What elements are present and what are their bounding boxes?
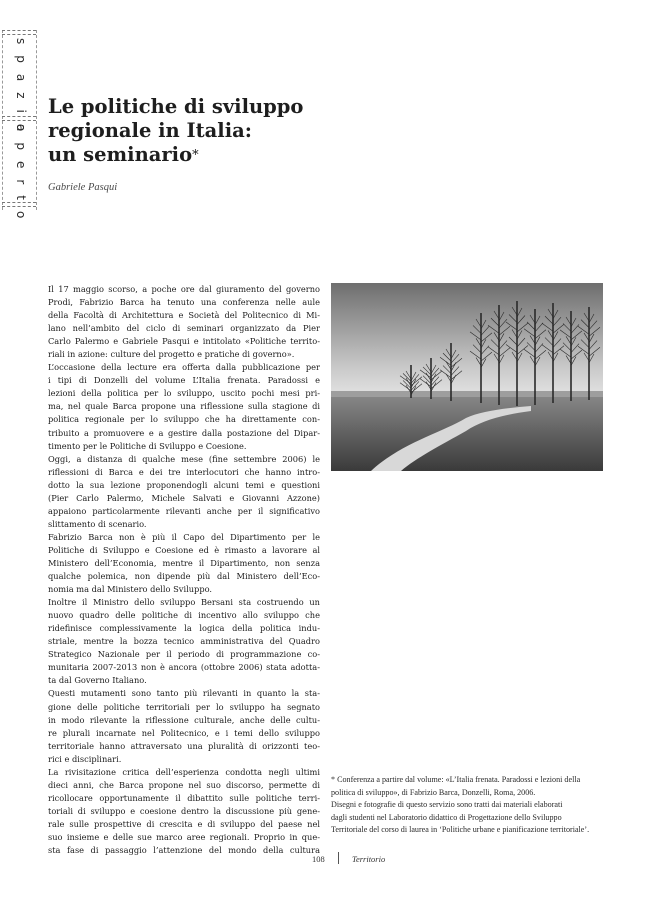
body-line: politica regionale per lo sviluppo che ha direttamente con- — [48, 414, 320, 425]
body-line: Carlo Palermo e Gabriele Pasqui e intitolato «Politiche territo- — [48, 336, 320, 347]
body-line: territoriale hanno attraversato una pluralità di orizzonti teo- — [48, 740, 320, 751]
body-line: Oggi, a distanza di qualche mese (fine settembre 2006) le — [48, 453, 320, 464]
body-line: munitaria 2007-2013 non è ancora (ottobre 2006) stata adotta- — [48, 662, 320, 673]
journal-name: Territorio — [352, 854, 386, 864]
body-line: L’occasione della lecture era offerta dalla pubblicazione per — [48, 362, 320, 373]
footnote-line: Disegni e fotografie di questo servizio sono tratti dai materiali elaborati — [331, 800, 563, 809]
article-title — [48, 95, 388, 168]
body-line: in modo rilevante la riflessione culturale, anche delle cultu- — [48, 714, 320, 725]
article-body — [48, 283, 320, 857]
body-line: rale sulle prospettive di crescita e di sviluppo del paese nel — [48, 818, 320, 829]
title-line: un seminario — [48, 143, 193, 166]
body-line: re plurali incarnate nel Politecnico, e i temi dello sviluppo — [48, 727, 320, 738]
body-line: ma, nel quale Barca propone una riflessione sulla stagione di — [48, 401, 320, 412]
body-line: qualche polemica, non dipende più dal Ministero dell’Eco- — [48, 571, 320, 582]
footnote — [331, 774, 611, 837]
title-line: Le politiche di sviluppo — [48, 95, 304, 118]
body-line: Politiche di Sviluppo e Coesione ed è rimasto a lavorare al — [48, 544, 320, 555]
body-line: Il 17 maggio scorso, a poche ore dal giuramento del governo — [48, 284, 320, 294]
title-line: regionale in Italia: — [48, 119, 252, 142]
body-line: toriali di sviluppo e coesione dentro la discussione più gene- — [48, 805, 320, 816]
body-line: lezioni della politica per lo sviluppo, uscito pochi mesi pri- — [48, 388, 320, 399]
body-line: dotto la sua lezione proponendogli alcuni temi e questioni — [48, 479, 320, 490]
body-line: sta fase di passaggio l’attenzione del mondo della cultura — [48, 845, 320, 856]
footnote-line: politica di sviluppo», di Fabrizio Barca, Donzelli, Roma, 2006. — [331, 787, 536, 797]
body-line: nomia ma dal Ministero dello Sviluppo. — [48, 584, 213, 595]
section-tab-word-2: aperto — [14, 124, 28, 230]
body-line: Fabrizio Barca non è più il Capo del Dipartimento per le — [48, 531, 320, 542]
section-tab-word-1: spazio — [14, 38, 28, 143]
body-line: dieci anni, che Barca propone nel suo discorso, permette di — [48, 779, 320, 790]
body-line: ta dal Governo Italiano. — [48, 675, 147, 686]
body-line: rici e disciplinari. — [48, 753, 122, 764]
body-line: La rivisitazione critica dell’esperienza condotta negli ultimi — [48, 766, 320, 777]
body-line: tribuito a promuovere e a gestire dalla postazione del Dipar- — [48, 427, 320, 438]
body-line: riflessioni di Barca e dei tre interlocutori che hanno intro- — [48, 466, 320, 477]
body-line: lano nell’ambito del ciclo di seminari organizzato da Pier — [48, 323, 320, 334]
body-line: (Pier Carlo Palermo, Michele Salvati e Giovanni Azzone) — [48, 492, 320, 503]
body-line: ridefinisce complessivamente la logica della politica indu- — [48, 623, 320, 634]
footnote-line: Territoriale del corso di laurea in ‘Politiche urbane e pianificazione territoriale’. — [331, 825, 590, 834]
footnote-line: dagli studenti nel Laboratorio didattico di Progettazione dello Sviluppo — [331, 812, 562, 822]
body-line: i tipi di Donzelli del volume L’Italia frenata. Paradossi e — [48, 375, 320, 386]
body-line: suo insieme e delle sue marco aree regionali. Proprio in que- — [48, 831, 320, 842]
body-line: della Facoltà di Architettura e Società del Politecnico di Mi- — [48, 310, 320, 321]
body-line: ricollocare opportunamente il dibattito sulle politiche terri- — [48, 792, 320, 803]
body-line: Inoltre il Ministro dello sviluppo Bersani sta costruendo un — [48, 597, 320, 608]
body-line: striale, mentre la bozza tecnico amministrativa del Quadro — [48, 636, 320, 647]
footer-divider — [338, 852, 339, 864]
body-line: riali in azione: culture del progetto e pratiche di governo». — [48, 349, 295, 360]
body-line: appaiono particolarmente rilevanti anche per il significativo — [48, 505, 320, 516]
author-name: Gabriele Pasqui — [48, 182, 118, 193]
body-line: Ministero dell’Economia, mentre il Dipartimento, non senza — [48, 557, 320, 568]
landscape-photo — [331, 283, 603, 471]
body-line: Prodi, Fabrizio Barca ha tenuto una conferenza nelle aule — [48, 297, 320, 308]
body-line: slittamento di scenario. — [48, 518, 147, 529]
body-line: gione delle politiche territoriali per lo sviluppo ha segnato — [48, 701, 320, 712]
footnote-line: * Conferenza a partire dal volume: «L’Italia frenata. Paradossi e lezioni della — [331, 775, 581, 784]
page-number: 108 — [312, 854, 325, 864]
title-footnote-mark: * — [192, 148, 199, 163]
body-line: Questi mutamenti sono tanto più rilevanti in quanto la sta- — [48, 688, 320, 699]
body-line: timento per le Politiche di Sviluppo e Coesione. — [48, 440, 247, 451]
section-tab — [2, 30, 36, 230]
body-line: Strategico Nazionale per il periodo di programmazione co- — [48, 649, 320, 660]
body-line: nuovo quadro delle politiche di incentivo allo sviluppo che — [48, 610, 320, 621]
